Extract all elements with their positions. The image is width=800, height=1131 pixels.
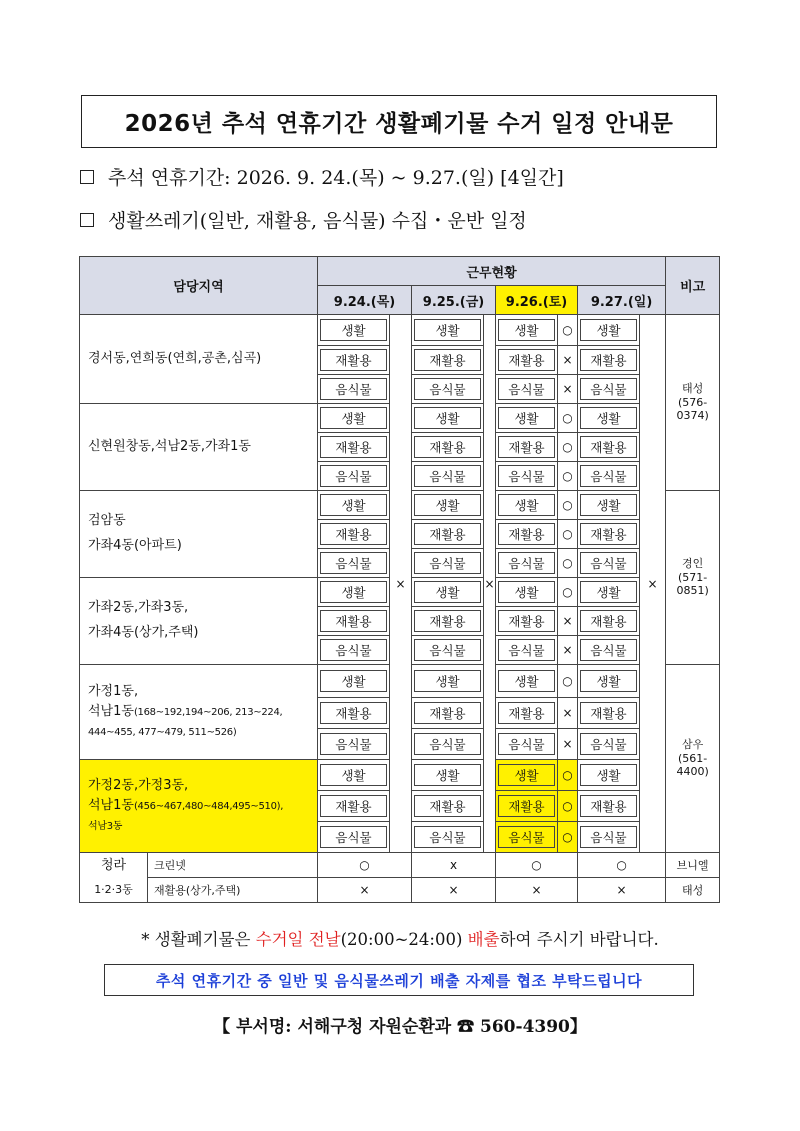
cheongra-status-mark: x: [412, 853, 496, 878]
schedule-table: [79, 256, 720, 903]
collection-type-label: 생활: [414, 494, 481, 516]
schedule-cell: [496, 578, 558, 607]
collection-type-label: 음식물: [580, 378, 637, 400]
schedule-cell: [318, 549, 390, 578]
schedule-cell: [496, 607, 558, 636]
collection-type-label: 생활: [414, 670, 481, 692]
saturday-status-mark: ×: [558, 375, 578, 404]
area-text: 가정2동,가정3동,: [88, 777, 189, 793]
cheongra-area-a: 청라: [100, 857, 127, 873]
area-cell: [80, 665, 318, 760]
header-area: 담당지역: [80, 257, 318, 315]
collection-type-label: 음식물: [580, 826, 637, 848]
schedule-cell: [578, 822, 640, 853]
gap-cell-0927: ×: [640, 315, 666, 853]
schedule-cell: [318, 636, 390, 665]
area-cell: [80, 404, 318, 491]
schedule-cell: [578, 665, 640, 698]
schedule-cell: [412, 433, 484, 462]
schedule-cell: [412, 607, 484, 636]
schedule-cell: [318, 315, 390, 346]
schedule-cell: [412, 729, 484, 760]
schedule-cell: [496, 315, 558, 346]
schedule-cell: [496, 698, 558, 729]
schedule-cell: [318, 822, 390, 853]
collection-type-label: 음식물: [498, 826, 555, 848]
department-footer: 【 부서명: 서해구청 자원순환과 ☎ 560-4390】: [213, 1017, 587, 1037]
schedule-cell: [412, 636, 484, 665]
checkbox-square-icon: [80, 170, 94, 184]
saturday-status-mark: ×: [558, 729, 578, 760]
schedule-cell: [496, 636, 558, 665]
saturday-status-mark: ○: [558, 578, 578, 607]
area-text: 444~455, 477~479, 511~526): [88, 727, 237, 739]
saturday-status-mark: ○: [558, 791, 578, 822]
collection-type-label: 음식물: [320, 639, 387, 661]
schedule-cell: [318, 729, 390, 760]
collection-type-label: 생활: [498, 319, 555, 341]
collection-type-label: 재활용: [580, 436, 637, 458]
schedule-cell: [412, 665, 484, 698]
contractor-phone-b: 0851): [676, 584, 709, 598]
collection-type-label: 음식물: [580, 639, 637, 661]
collection-type-label: 재활용: [498, 610, 555, 632]
schedule-cell: [578, 549, 640, 578]
schedule-cell: [496, 760, 558, 791]
collection-type-label: 재활용: [580, 610, 637, 632]
schedule-cell: [496, 665, 558, 698]
cheongra-row: [80, 853, 720, 878]
schedule-cell: [578, 404, 640, 433]
collection-type-label: 음식물: [498, 733, 555, 755]
schedule-cell: [578, 491, 640, 520]
schedule-cell: [496, 491, 558, 520]
gap-cell-0924: ×: [390, 315, 412, 853]
schedule-cell: [412, 462, 484, 491]
area-text: 신현원창동,석남2동,가좌1동: [88, 438, 251, 454]
collection-type-label: 재활용: [414, 610, 481, 632]
collection-type-label: 재활용: [414, 436, 481, 458]
schedule-cell: [412, 791, 484, 822]
collection-type-label: 생활: [414, 581, 481, 603]
checkbox-square-icon: [80, 213, 94, 227]
collection-type-label: 생활: [498, 407, 555, 429]
schedule-cell: [412, 698, 484, 729]
page-title: 2026년 추석 연휴기간 생활폐기물 수거 일정 안내문: [81, 95, 717, 148]
date-header-highlighted: 9.26.(토): [496, 286, 578, 315]
contractor-phone-b: 0374): [676, 409, 709, 423]
collection-type-label: 재활용: [580, 795, 637, 817]
schedule-cell: [318, 404, 390, 433]
collection-type-label: 재활용: [498, 523, 555, 545]
collection-type-label: 음식물: [414, 826, 481, 848]
schedule-cell: [318, 520, 390, 549]
saturday-status-mark: ○: [558, 433, 578, 462]
area-text: (168~192,194~206, 213~224,: [133, 706, 283, 718]
area-cell: [80, 491, 318, 578]
schedule-cell: [412, 549, 484, 578]
cheongra-status-mark: ○: [578, 853, 666, 878]
contractor-phone-b: 4400): [676, 765, 709, 779]
collection-type-label: 재활용: [320, 610, 387, 632]
holiday-period-text: 추석 연휴기간: 2026. 9. 24.(목) ~ 9.27.(일) [4일간]: [108, 167, 564, 189]
collection-type-label: 재활용: [498, 436, 555, 458]
area-text: 석남1동: [88, 703, 134, 719]
schedule-cell: [496, 549, 558, 578]
saturday-status-mark: ○: [558, 822, 578, 853]
saturday-status-mark: ○: [558, 404, 578, 433]
collection-type-label: 생활: [580, 581, 637, 603]
contractor-phone-a: (561-: [677, 751, 708, 765]
schedule-cell: [318, 491, 390, 520]
area-text: 경서동,연희동(연희,공촌,심곡): [88, 350, 262, 366]
gap-cell-0925: ×: [484, 315, 496, 853]
schedule-cell: [496, 822, 558, 853]
collection-type-label: 생활: [320, 581, 387, 603]
schedule-cell: [412, 760, 484, 791]
cheongra-status-mark: ○: [318, 853, 412, 878]
saturday-status-mark: ○: [558, 760, 578, 791]
schedule-cell: [578, 698, 640, 729]
cheongra-status-mark: ×: [412, 878, 496, 903]
schedule-cell: [578, 315, 640, 346]
collection-type-label: 음식물: [414, 733, 481, 755]
notice-emphasis-discharge: 배출: [467, 930, 500, 949]
schedule-cell: [496, 520, 558, 549]
schedule-cell: [578, 636, 640, 665]
cheongra-status-mark: ×: [578, 878, 666, 903]
collection-type-label: 음식물: [580, 552, 637, 574]
cheongra-service-label: 재활용(상가,주택): [148, 878, 318, 903]
cheongra-status-mark: ○: [496, 853, 578, 878]
date-header: 9.24.(목): [318, 286, 412, 315]
saturday-status-mark: ○: [558, 549, 578, 578]
schedule-cell: [318, 791, 390, 822]
area-cell: [80, 760, 318, 853]
schedule-cell: [318, 607, 390, 636]
area-text: 가정1동,: [88, 683, 139, 699]
collection-type-label: 재활용: [320, 702, 387, 724]
schedule-cell: [578, 433, 640, 462]
notice-prefix: * 생활폐기물은: [141, 930, 256, 949]
collection-type-label: 재활용: [580, 523, 637, 545]
collection-type-label: 음식물: [320, 826, 387, 848]
schedule-cell: [496, 791, 558, 822]
schedule-cell: [578, 578, 640, 607]
area-text: 석남3동: [88, 821, 123, 833]
date-header: 9.25.(금): [412, 286, 496, 315]
saturday-status-mark: ×: [558, 346, 578, 375]
collection-type-label: 재활용: [414, 349, 481, 371]
schedule-cell: [496, 729, 558, 760]
schedule-cell: [578, 346, 640, 375]
collection-type-label: 음식물: [498, 639, 555, 661]
cheongra-row: [80, 878, 720, 903]
area-text: 검암동: [88, 513, 126, 529]
notice-emphasis-day: 수거일 전날: [255, 930, 341, 949]
cheongra-status-mark: ×: [496, 878, 578, 903]
schedule-cell: [318, 760, 390, 791]
schedule-cell: [578, 729, 640, 760]
contractor-phone-a: (571-: [677, 570, 708, 584]
collection-type-label: 재활용: [414, 523, 481, 545]
collection-type-label: 음식물: [498, 378, 555, 400]
cheongra-area-b: 1·2·3동: [94, 882, 133, 896]
collection-type-label: 재활용: [414, 795, 481, 817]
collection-type-label: 음식물: [320, 552, 387, 574]
schedule-cell: [496, 433, 558, 462]
collection-type-label: 생활: [580, 494, 637, 516]
collection-type-label: 생활: [498, 670, 555, 692]
date-header: 9.27.(일): [578, 286, 666, 315]
area-text: 가좌4동(아파트): [88, 538, 182, 553]
collection-type-label: 생활: [320, 670, 387, 692]
collection-type-label: 재활용: [414, 702, 481, 724]
table-row: [80, 315, 720, 346]
schedule-cell: [578, 791, 640, 822]
collection-type-label: 재활용: [320, 523, 387, 545]
collection-type-label: 생활: [320, 319, 387, 341]
schedule-cell: [496, 462, 558, 491]
collection-type-label: 음식물: [580, 733, 637, 755]
collection-type-label: 재활용: [320, 795, 387, 817]
collection-type-label: 생활: [414, 764, 481, 786]
collection-type-label: 생활: [498, 581, 555, 603]
contractor-note: [666, 315, 720, 491]
collection-type-label: 음식물: [414, 552, 481, 574]
area-text: (456~467,480~484,495~510),: [133, 800, 284, 812]
schedule-cell: [318, 462, 390, 491]
schedule-cell: [318, 698, 390, 729]
header-status: 근무현황: [318, 257, 666, 286]
saturday-status-mark: ×: [558, 636, 578, 665]
area-text: 가좌2동,가좌3동,: [88, 600, 189, 616]
schedule-cell: [578, 607, 640, 636]
collection-type-label: 재활용: [320, 436, 387, 458]
area-cell: [80, 578, 318, 665]
schedule-cell: [412, 375, 484, 404]
collection-type-label: 음식물: [414, 465, 481, 487]
contractor-name: 삼우: [681, 737, 704, 751]
collection-type-label: 재활용: [580, 349, 637, 371]
saturday-status-mark: ○: [558, 462, 578, 491]
contractor-phone-a: (576-: [677, 395, 708, 409]
collection-type-label: 생활: [414, 319, 481, 341]
collection-type-label: 음식물: [414, 378, 481, 400]
schedule-cell: [412, 346, 484, 375]
contractor-name: 태성: [681, 381, 704, 395]
schedule-cell: [412, 491, 484, 520]
collection-type-label: 생활: [414, 407, 481, 429]
cheongra-status-mark: ×: [318, 878, 412, 903]
cooperation-request: 추석 연휴기간 중 일반 및 음식물쓰레기 배출 자제를 협조 부탁드립니다: [104, 964, 694, 996]
schedule-cell: [318, 433, 390, 462]
schedule-cell: [412, 822, 484, 853]
schedule-cell: [578, 375, 640, 404]
schedule-cell: [412, 315, 484, 346]
schedule-cell: [412, 520, 484, 549]
cheongra-note: 브니엘: [666, 853, 720, 878]
contractor-name: 경인: [681, 556, 704, 570]
saturday-status-mark: ○: [558, 315, 578, 346]
schedule-cell: [496, 346, 558, 375]
area-text: 가좌4동(상가,주택): [88, 625, 199, 640]
schedule-cell: [496, 375, 558, 404]
cheongra-service-label: 크린넷: [148, 853, 318, 878]
collection-type-label: 생활: [580, 670, 637, 692]
schedule-cell: [496, 404, 558, 433]
notice-time: (20:00~24:00): [340, 930, 468, 949]
collection-type-label: 생활: [580, 407, 637, 429]
collection-type-label: 생활: [320, 407, 387, 429]
schedule-heading-text: 생활쓰레기(일반, 재활용, 음식물) 수집・운반 일정: [108, 210, 527, 232]
collection-type-label: 음식물: [414, 639, 481, 661]
saturday-status-mark: ×: [558, 698, 578, 729]
schedule-cell: [318, 665, 390, 698]
collection-type-label: 재활용: [580, 702, 637, 724]
area-text: 석남1동: [88, 797, 134, 813]
schedule-heading-line: [80, 206, 527, 233]
cheongra-area-cell: [80, 853, 148, 903]
collection-type-label: 음식물: [498, 465, 555, 487]
area-cell: [80, 315, 318, 404]
schedule-cell: [318, 346, 390, 375]
saturday-status-mark: ○: [558, 491, 578, 520]
notice-suffix: 하여 주시기 바랍니다.: [499, 930, 659, 949]
saturday-status-mark: ○: [558, 665, 578, 698]
collection-type-label: 음식물: [320, 465, 387, 487]
collection-type-label: 생활: [320, 494, 387, 516]
collection-type-label: 음식물: [320, 378, 387, 400]
saturday-status-mark: ×: [558, 607, 578, 636]
collection-type-label: 음식물: [580, 465, 637, 487]
saturday-status-mark: ○: [558, 520, 578, 549]
schedule-cell: [578, 462, 640, 491]
schedule-cell: [318, 375, 390, 404]
contractor-note: [666, 491, 720, 665]
schedule-cell: [578, 760, 640, 791]
collection-type-label: 재활용: [498, 702, 555, 724]
collection-type-label: 재활용: [498, 795, 555, 817]
collection-type-label: 재활용: [498, 349, 555, 371]
collection-type-label: 생활: [580, 764, 637, 786]
collection-type-label: 생활: [498, 764, 555, 786]
collection-type-label: 음식물: [320, 733, 387, 755]
collection-type-label: 음식물: [498, 552, 555, 574]
schedule-cell: [412, 404, 484, 433]
schedule-cell: [412, 578, 484, 607]
collection-type-label: 생활: [320, 764, 387, 786]
schedule-cell: [578, 520, 640, 549]
cheongra-note: 태성: [666, 878, 720, 903]
notice-line: [0, 926, 800, 950]
collection-type-label: 생활: [580, 319, 637, 341]
collection-type-label: 생활: [498, 494, 555, 516]
holiday-period-line: [80, 163, 564, 190]
schedule-cell: [318, 578, 390, 607]
collection-type-label: 재활용: [320, 349, 387, 371]
contractor-note: [666, 665, 720, 853]
header-note: 비고: [666, 257, 720, 315]
